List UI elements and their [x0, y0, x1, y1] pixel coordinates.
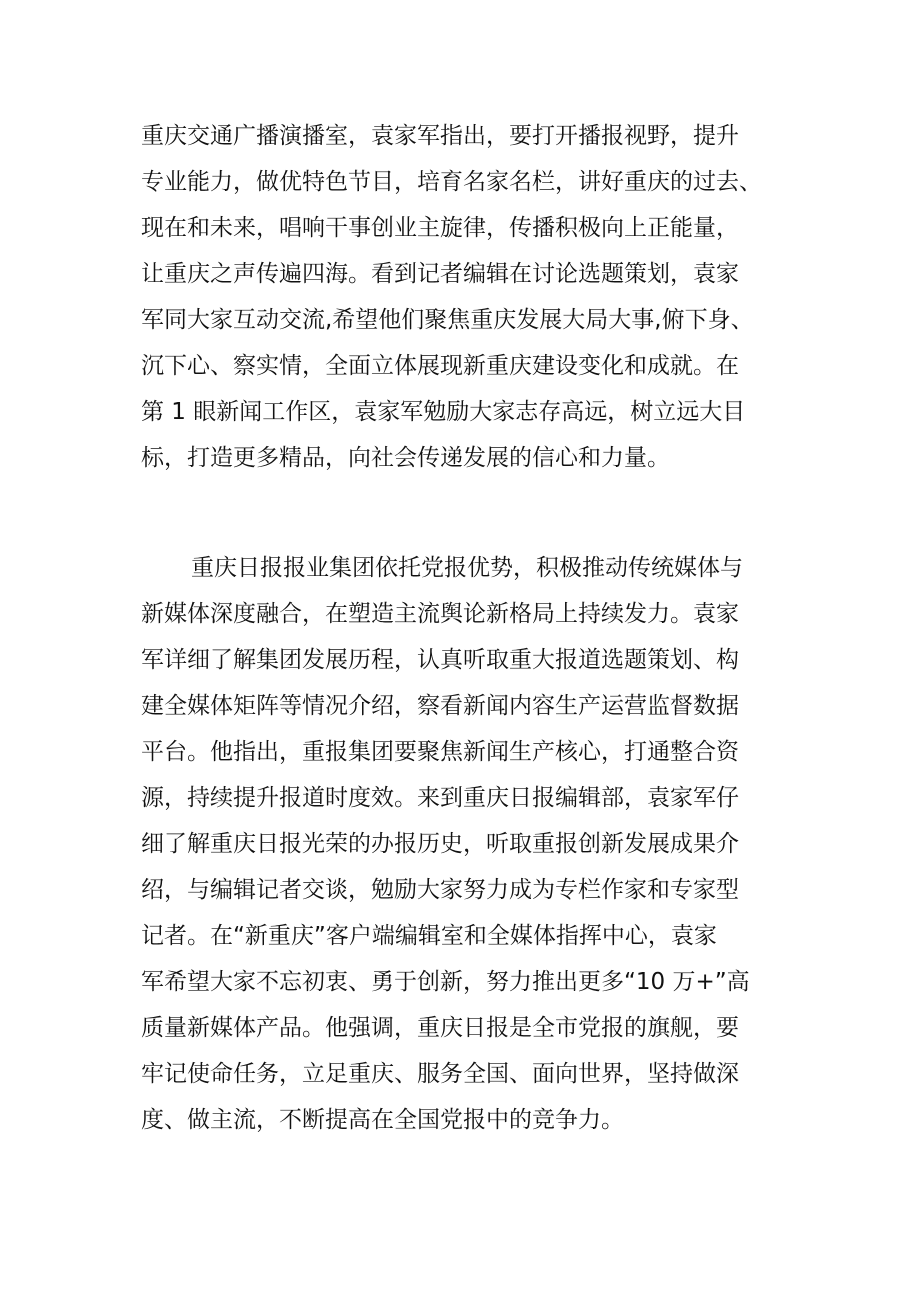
- text-line: 专业能力，做优特色节目，培育名家名栏，讲好重庆的过去、: [141, 169, 762, 195]
- paragraph-2: [141, 545, 801, 1143]
- text-line: 度、做主流，不断提高在全国党报中的竞争力。: [141, 1107, 624, 1133]
- text-line: 军详细了解集团发展历程，认真听取重大报道选题策划、构: [141, 647, 739, 673]
- text-line: 军希望大家不忘初衷、勇于创新，努力推出更多“10 万+”高: [141, 969, 750, 995]
- text-line: 沉下心、察实情，全面立体展现新重庆建设变化和成就。在: [141, 353, 739, 379]
- text-line: 源，持续提升报道时度效。来到重庆日报编辑部，袁家军仔: [141, 785, 739, 811]
- text-line: 细了解重庆日报光荣的办报历史，听取重报创新发展成果介: [141, 831, 739, 857]
- text-line: 第 1 眼新闻工作区，袁家军勉励大家志存高远，树立远大目: [141, 399, 746, 425]
- text-line: 现在和未来，唱响干事创业主旋律，传播积极向上正能量，: [141, 215, 739, 241]
- text-line: 军同大家互动交流,希望他们聚焦重庆发展大局大事,俯下身、: [141, 307, 754, 333]
- text-line: 质量新媒体产品。他强调，重庆日报是全市党报的旗舰，要: [141, 1015, 739, 1041]
- text-line: 建全媒体矩阵等情况介绍，察看新闻内容生产运营监督数据: [141, 693, 739, 719]
- text-line: 绍，与编辑记者交谈，勉励大家努力成为专栏作家和专家型: [141, 877, 739, 903]
- text-line: 重庆交通广播演播室，袁家军指出，要打开播报视野，提升: [141, 123, 739, 149]
- text-line: 标，打造更多精品，向社会传递发展的信心和力量。: [141, 445, 670, 471]
- text-line: 重庆日报报业集团依托党报优势，积极推动传统媒体与: [191, 555, 743, 581]
- text-line: 平台。他指出，重报集团要聚焦新闻生产核心，打通整合资: [141, 739, 739, 765]
- text-line: 新媒体深度融合，在塑造主流舆论新格局上持续发力。袁家: [141, 601, 739, 627]
- text-line: 牢记使命任务，立足重庆、服务全国、面向世界，坚持做深: [141, 1061, 739, 1087]
- text-line: 记者。在“新重庆”客户端编辑室和全媒体指挥中心，袁家: [141, 923, 717, 949]
- text-line: 让重庆之声传遍四海。看到记者编辑在讨论选题策划，袁家: [141, 261, 739, 287]
- paragraph-1: [141, 113, 801, 481]
